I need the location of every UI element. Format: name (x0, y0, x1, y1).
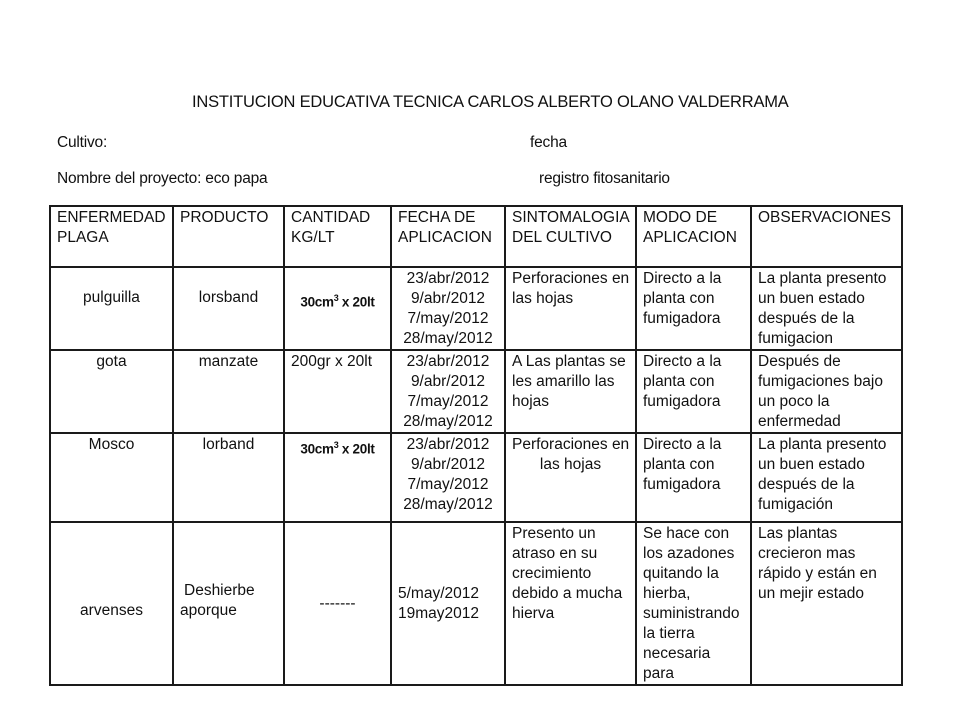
table-row (50, 433, 902, 522)
method-cell: Se hace con los azadones quitando la hierba, suministrando la tierra necesaria para (636, 522, 751, 685)
date-label: fecha (530, 134, 567, 151)
symptoms-cell: Perforaciones en las hojas (505, 433, 636, 522)
observations-cell: Después de fumigaciones bajo un poco la enfermedad (751, 350, 902, 433)
pest-cell: Mosco (50, 433, 173, 522)
table-row (50, 522, 902, 685)
phytosanitary-register-table (49, 205, 903, 686)
method-cell: Directo a la planta con fumigadora (636, 433, 751, 522)
pest-cell: pulguilla (50, 267, 173, 350)
column-header-application-date: FECHA DE APLICACION (391, 206, 505, 267)
pest-cell: arvenses (50, 522, 173, 685)
symptoms-cell: Perforaciones en las hojas (505, 267, 636, 350)
document-title: INSTITUCION EDUCATIVA TECNICA CARLOS ALBERTO OLANO VALDERRAMA (192, 93, 789, 111)
product-cell: lorband (173, 433, 284, 522)
method-cell: Directo a la planta con fumigadora (636, 350, 751, 433)
column-header-pest: ENFERMEDAD PLAGA (50, 206, 173, 267)
dates-cell: 23/abr/2012 9/abr/2012 7/may/2012 28/may/2012 (391, 267, 505, 350)
pest-cell: gota (50, 350, 173, 433)
product-cell: Deshierbe aporque (173, 522, 284, 685)
product-cell: manzate (173, 350, 284, 433)
dates-cell: 23/abr/2012 9/abr/2012 7/may/2012 28/may/2012 (391, 350, 505, 433)
column-header-quantity: CANTIDAD KG/LT (284, 206, 391, 267)
symptoms-cell: Presento un atraso en su crecimiento debido a mucha hierva (505, 522, 636, 685)
table-row (50, 267, 902, 350)
column-header-application-method: MODO DE APLICACION (636, 206, 751, 267)
observations-cell: La planta presento un buen estado después de la fumigación (751, 433, 902, 522)
dates-cell: 5/may/2012 19may2012 (391, 522, 505, 685)
table-row (50, 350, 902, 433)
method-cell: Directo a la planta con fumigadora (636, 267, 751, 350)
project-name-label: Nombre del proyecto: eco papa (57, 170, 268, 187)
register-type-label: registro fitosanitario (539, 170, 670, 187)
table-header-row (50, 206, 902, 267)
quantity-cell: ------- (284, 522, 391, 685)
observations-cell: La planta presento un buen estado después de la fumigacion (751, 267, 902, 350)
observations-cell: Las plantas crecieron mas rápido y están en un mejir estado (751, 522, 902, 685)
crop-label: Cultivo: (57, 134, 108, 151)
column-header-product: PRODUCTO (173, 206, 284, 267)
quantity-cell: $30cm^3$ x 20lt (284, 267, 391, 350)
dates-cell: 23/abr/2012 9/abr/2012 7/may/2012 28/may/2012 (391, 433, 505, 522)
quantity-cell: $30cm^3$ x 20lt (284, 433, 391, 522)
column-header-symptoms: SINTOMALOGIA DEL CULTIVO (505, 206, 636, 267)
symptoms-cell: A Las plantas se les amarillo las hojas (505, 350, 636, 433)
quantity-cell: 200gr x 20lt (284, 350, 391, 433)
column-header-observations: OBSERVACIONES (751, 206, 902, 267)
product-cell: lorsband (173, 267, 284, 350)
